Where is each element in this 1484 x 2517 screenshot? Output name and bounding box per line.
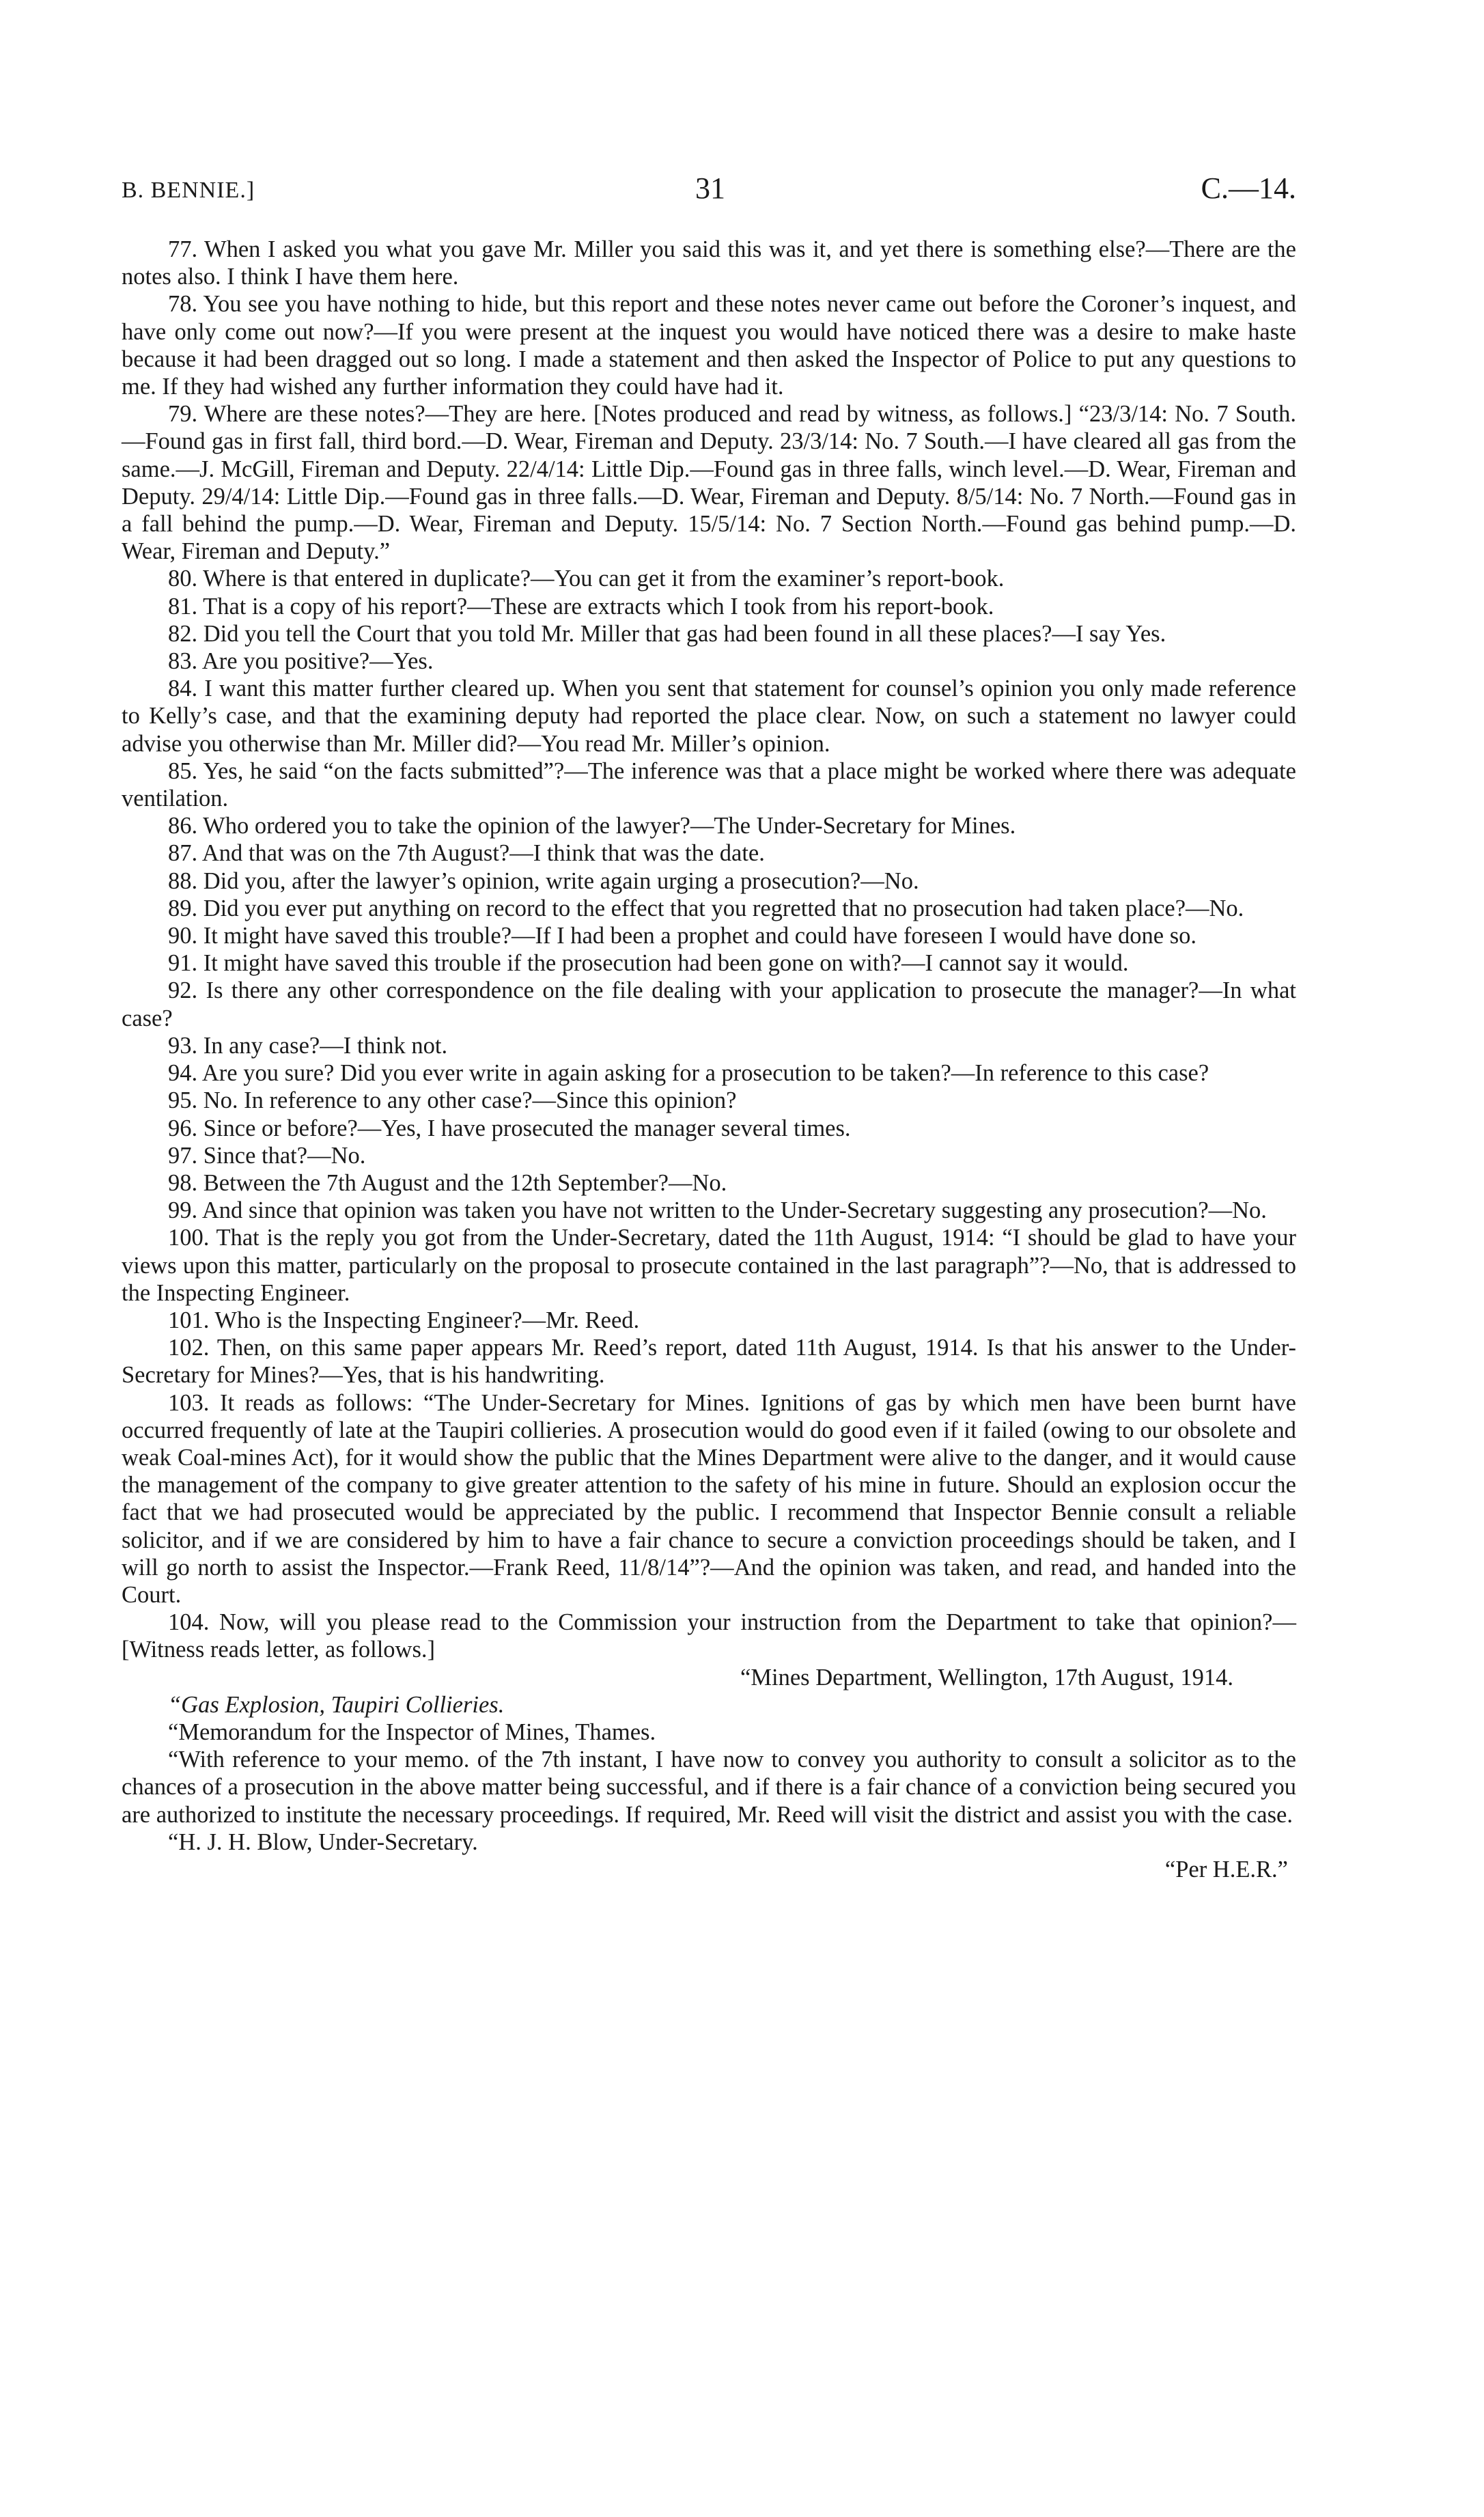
page-header: [122, 171, 1296, 212]
question-80: 80. Where is that entered in duplicate?—You can get it from the examiner’s report-book.: [168, 566, 1005, 592]
question-98: 98. Between the 7th August and the 12th September?—No.: [168, 1169, 727, 1196]
quoted-memorandum: [122, 1664, 1296, 1884]
question-92: 92. Is there any other correspondence on the file dealing with your application to prosecute the manager?—In what case?: [122, 977, 1296, 1031]
question-81: 81. That is a copy of his report?—These are extracts which I took from his report-book.: [168, 593, 994, 620]
question-101: 101. Who is the Inspecting Engineer?—Mr. Reed.: [168, 1307, 640, 1333]
question-89: 89. Did you ever put anything on record to the effect that you regretted that no prosecution had taken place?—No.: [168, 895, 1244, 921]
question-97: 97. Since that?—No.: [168, 1142, 366, 1169]
memo-per: “Per H.E.R.”: [1164, 1856, 1288, 1882]
question-84: 84. I want this matter further cleared up. When you sent that statement for counsel’s opinion you only made reference to Kelly’s case, and that the examining deputy had reported the place clear. Now, on such a statement no lawyer could advise you otherwise than Mr. Miller did?—You read Mr. Miller’s opinion.: [122, 676, 1296, 757]
question-79: 79. Where are these notes?—They are here. [Notes produced and read by witness, as follows.] “23/3/14: No. 7 South.—Found gas in first fall, third bord.—D. Wear, Fireman and Deputy. 23/3/14: No. 7 South.—I have cleared all gas from the same.—J. McGill, Fireman and Deputy. 22/4/14: Little Dip.—Found gas in three falls, winch level.—D. Wear, Fireman and Deputy. 29/4/14: Little Dip.—Found gas in three falls.—D. Wear, Fireman and Deputy. 8/5/14: No. 7 North.—Found gas in a fall behind the pump.—D. Wear, Fireman and Deputy. 15/5/14: No. 7 Section North.—Found gas behind pump.—D. Wear, Fireman and Deputy.”: [122, 401, 1296, 565]
memo-body: “With reference to your memo. of the 7th instant, I have now to convey you authority to consult a solicitor as to the chances of a prosecution in the above matter being successful, and if there is a fair chance of a conviction being secured you are authorized to institute the necessary proceedings. If required, Mr. Reed will visit the district and assist you with the case.: [122, 1747, 1296, 1828]
page-number: 31: [695, 171, 725, 205]
question-82: 82. Did you tell the Court that you told Mr. Miller that gas had been found in all these places?—I say Yes.: [168, 620, 1166, 647]
question-78: 78. You see you have nothing to hide, but this report and these notes never came out before the Coroner’s inquest, and have only come out now?—If you were present at the inquest you would have noticed there was a desire to make haste because it had been dragged out so long. I made a statement and then asked the Inspector of Police to put any questions to me. If they had wished any further information they could have had it.: [122, 291, 1296, 400]
question-90: 90. It might have saved this trouble?—If I had been a prophet and could have foreseen I would have done so.: [168, 923, 1197, 949]
header-witness-name: B. BENNIE.]: [122, 178, 255, 203]
question-77: 77. When I asked you what you gave Mr. Miller you said this was it, and yet there is something else?—There are the notes also. I think I have them here.: [122, 236, 1296, 290]
question-85: 85. Yes, he said “on the facts submitted”?—The inference was that a place might be worked where there was adequate ventilation.: [122, 757, 1296, 812]
question-99: 99. And since that opinion was taken you have not written to the Under-Secretary suggesting any prosecution?—No.: [168, 1197, 1267, 1224]
question-87: 87. And that was on the 7th August?—I think that was the date.: [168, 840, 765, 867]
question-102: 102. Then, on this same paper appears Mr. Reed’s report, dated 11th August, 1914. Is that his answer to the Under-Secretary for Mines?—Yes, that is his handwriting.: [122, 1335, 1296, 1389]
question-91: 91. It might have saved this trouble if the prosecution had been gone on with?—I cannot say it would.: [168, 950, 1129, 977]
testimony-body: [122, 236, 1296, 1883]
memo-signature: “H. J. H. Blow, Under-Secretary.: [168, 1828, 478, 1855]
question-88: 88. Did you, after the lawyer’s opinion, write again urging a prosecution?—No.: [168, 867, 919, 894]
question-100: 100. That is the reply you got from the Under-Secretary, dated the 11th August, 1914: “I should be glad to have your views upon this matter, particularly on the proposal to prosecute contained in the last paragraph”?—No, that is addressed to the Inspecting Engineer.: [122, 1225, 1296, 1306]
document-reference: C.—14.: [1201, 171, 1296, 205]
question-103: 103. It reads as follows: “The Under-Secretary for Mines. Ignitions of gas by which men have been burnt have occurred frequently of late at the Taupiri collieries. A prosecution would do good even if it failed (owing to our obsolete and weak Coal-mines Act), for it would show the public that the Mines Department were alive to the danger, and it would cause the management of the company to give greater attention to the safety of his mine in future. Should an explosion occur the fact that we had prosecuted would be appreciated by the public. I recommend that Inspector Bennie consult a reliable solicitor, and if we are considered by him to have a fair chance to secure a conviction proceedings should be taken, and I will go north to assist the Inspector.—Frank Reed, 11/8/14”?—And the opinion was taken, and read, and handed into the Court.: [122, 1389, 1296, 1608]
question-94: 94. Are you sure? Did you ever write in again asking for a prosecution to be taken?—In reference to this case?: [168, 1060, 1209, 1087]
question-96: 96. Since or before?—Yes, I have prosecuted the manager several times.: [168, 1115, 851, 1141]
memo-date-line: “Mines Department, Wellington, 17th August, 1914.: [740, 1664, 1233, 1691]
question-86: 86. Who ordered you to take the opinion of the lawyer?—The Under-Secretary for Mines.: [168, 813, 1016, 839]
question-93: 93. In any case?—I think not.: [168, 1032, 448, 1059]
question-104: 104. Now, will you please read to the Commission your instruction from the Department to take that opinion?—[Witness reads letter, as follows.]: [122, 1609, 1296, 1663]
memo-addressee: “Memorandum for the Inspector of Mines, Thames.: [168, 1719, 656, 1745]
question-83: 83. Are you positive?—Yes.: [168, 648, 434, 675]
question-95: 95. No. In reference to any other case?—Since this opinion?: [168, 1087, 737, 1114]
memo-subject: “Gas Explosion, Taupiri Collieries.: [168, 1691, 505, 1718]
